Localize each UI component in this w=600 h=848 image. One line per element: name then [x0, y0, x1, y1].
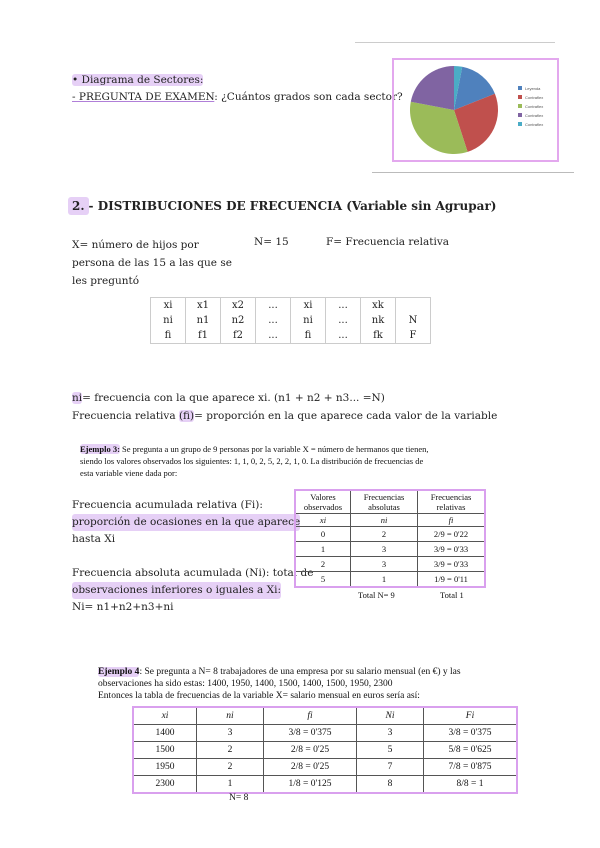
table-cell: 2/8 = 0'25 [264, 759, 357, 776]
ex3-symbol-n: ni [351, 514, 418, 527]
table-cell: 2300 [133, 776, 197, 794]
notation-cell: f1 [186, 328, 221, 344]
ejemplo4-table [132, 706, 518, 794]
fr-prefix: Frecuencia relativa [72, 410, 179, 422]
ejemplo4-label: Ejemplo 4 [98, 667, 140, 677]
notation-cell: n2 [221, 313, 256, 328]
fr-note [72, 410, 497, 422]
section-number: 2. [68, 197, 89, 215]
n-definition: N= 15 [254, 236, 289, 248]
ex4-header-F: Fi [424, 707, 518, 725]
notation-cell: xk [361, 298, 396, 314]
table-cell: 3/8 = 0'375 [264, 725, 357, 742]
ni-note-text: = frecuencia con la que aparece xi. (n1 + n2 + n3... =N) [82, 392, 385, 404]
table-cell: 3/8 = 0'375 [424, 725, 518, 742]
table-cell: 3 [351, 557, 418, 572]
x-def-line1: X= número de hijos por [72, 239, 199, 251]
table-row [295, 557, 485, 572]
ex4-header-x: xi [133, 707, 197, 725]
ejemplo3-line3: esta variable viene dada por: [80, 468, 178, 478]
ex3-header-absolutas: Frecuencias absolutas [351, 490, 418, 514]
sectores-title [72, 74, 203, 86]
ex4-n-total: N= 8 [229, 793, 249, 803]
ejemplo4-line3: Entonces la tabla de frecuencias de la variable X= salario mensual en euros sería así: [98, 691, 420, 701]
table-row [295, 542, 485, 557]
exam-question-label: - PREGUNTA DE EXAMEN [72, 91, 215, 103]
legend-label: Contraflex [525, 122, 544, 127]
table-row [133, 742, 517, 759]
table-cell: 3 [197, 725, 264, 742]
ni-highlight: ni [72, 392, 83, 404]
notation-cell: ... [256, 313, 291, 328]
ex4-header-N: Ni [357, 707, 424, 725]
ejemplo4-statement [98, 666, 518, 702]
table-cell: 1/9 = 0'11 [418, 572, 486, 588]
fi-acumulada-note [72, 497, 300, 548]
ejemplo3-statement [80, 443, 480, 479]
notation-cell: xi [291, 298, 326, 314]
legend-label: Contraflex [525, 104, 544, 109]
section-2-heading [68, 199, 496, 213]
table-cell: 3/9 = 0'33 [418, 542, 486, 557]
table-row [133, 759, 517, 776]
legend-label: Contraflex [525, 113, 544, 118]
ni-note [72, 392, 385, 404]
notation-cell: nk [361, 313, 396, 328]
f-definition: F= Frecuencia relativa [326, 236, 450, 248]
ni-acum-line1: Frecuencia absoluta acumulada (Ni): total de [72, 567, 314, 579]
legend-label: Contraflex [525, 95, 544, 100]
pie-divider [372, 172, 574, 173]
pie-chart [394, 60, 557, 160]
table-cell: 1950 [133, 759, 197, 776]
table-cell: 1400 [133, 725, 197, 742]
fi-acum-line1: Frecuencia acumulada relativa (Fi): [72, 499, 263, 511]
ex3-symbol-f: fi [418, 514, 486, 527]
table-cell: 5/8 = 0'625 [424, 742, 518, 759]
notation-cell: x1 [186, 298, 221, 314]
table-cell: 8 [357, 776, 424, 794]
notation-cell: xi [151, 298, 186, 314]
notation-cell: ... [326, 298, 361, 314]
notation-cell: F [396, 328, 431, 344]
table-cell: 7 [357, 759, 424, 776]
table-cell: 1 [295, 542, 351, 557]
table-cell: 1 [197, 776, 264, 794]
ejemplo3-label: Ejemplo 3: [80, 444, 120, 454]
ex3-symbol-x: xi [295, 514, 351, 527]
legend-swatch [518, 104, 522, 108]
fi-acum-line3: hasta Xi [72, 533, 116, 545]
notation-cell: n1 [186, 313, 221, 328]
ex3-total-n: Total N= 9 [358, 590, 395, 600]
ni-acumulada-note [72, 565, 313, 616]
table-cell: 8/8 = 1 [424, 776, 518, 794]
ejemplo4-text1: : Se pregunta a N= 8 trabajadores de una empresa por su salario mensual (en €) y las [139, 667, 461, 677]
table-cell: 1/8 = 0'125 [264, 776, 357, 794]
table-cell: 7/8 = 0'875 [424, 759, 518, 776]
notation-cell: ni [291, 313, 326, 328]
ejemplo3-line1 [80, 443, 480, 455]
ejemplo3-line2: siendo los valores observados los siguientes: 1, 1, 0, 2, 5, 2, 2, 1, 0. La distribución de frecuencias de [80, 456, 424, 466]
notation-cell [396, 298, 431, 314]
table-cell: 2 [197, 742, 264, 759]
notation-cell: ... [326, 313, 361, 328]
frequency-notation-table [150, 297, 431, 344]
table-row [133, 776, 517, 794]
ex3-header-valores: Valores observados [295, 490, 351, 514]
table-cell: 2 [351, 527, 418, 542]
notation-cell: fi [151, 328, 186, 344]
legend-swatch [518, 122, 522, 126]
notation-cell: fk [361, 328, 396, 344]
legend-label: Leyenda [525, 86, 541, 91]
ejemplo3-text1: Se pregunta a un grupo de 9 personas por la variable X = número de hermanos que tienen, [119, 444, 429, 454]
notation-cell: fi [291, 328, 326, 344]
table-cell: 2 [295, 557, 351, 572]
table-cell: 2 [197, 759, 264, 776]
table-cell: 5 [357, 742, 424, 759]
notation-cell: N [396, 313, 431, 328]
table-cell: 3/9 = 0'33 [418, 557, 486, 572]
ex3-total-f: Total 1 [440, 590, 464, 600]
legend-swatch [518, 95, 522, 99]
exam-question-text: : ¿Cuántos grados son cada sector? [214, 91, 403, 103]
notation-row [151, 298, 431, 314]
table-cell: 0 [295, 527, 351, 542]
notation-cell: ni [151, 313, 186, 328]
table-row [133, 725, 517, 742]
fi-acum-line2: proporción de ocasiones en la que aparece [72, 514, 300, 531]
x-def-line3: les preguntó [72, 275, 140, 287]
fr-note-text: = proporción en la que aparece cada valor de la variable [194, 410, 498, 422]
exam-question [72, 91, 403, 103]
table-cell: 5 [295, 572, 351, 588]
table-cell: 3 [351, 542, 418, 557]
ni-acum-line2: observaciones inferiores o iguales a Xi: [72, 582, 281, 599]
x-definition [72, 236, 232, 290]
section-title: - DISTRIBUCIONES DE FRECUENCIA (Variable sin Agrupar) [88, 199, 497, 213]
table-row [295, 572, 485, 588]
legend-swatch [518, 86, 522, 90]
notation-cell: x2 [221, 298, 256, 314]
fr-highlight: (fi) [178, 410, 195, 422]
notation-cell: ... [256, 328, 291, 344]
table-row [295, 527, 485, 542]
legend-swatch [518, 113, 522, 117]
notation-row [151, 328, 431, 344]
table-cell: 1500 [133, 742, 197, 759]
table-cell: 2/8 = 0'25 [264, 742, 357, 759]
ejemplo4-line2: observaciones ha sido estas: 1400, 1950, 1400, 1500, 1400, 1500, 1950, 2300 [98, 679, 393, 689]
table-cell: 3 [357, 725, 424, 742]
table-cell: 1 [351, 572, 418, 588]
notation-row [151, 313, 431, 328]
ex3-header-relativas: Frecuencias relativas [418, 490, 486, 514]
pie-chart-frame [392, 58, 559, 162]
ejemplo3-table [294, 489, 486, 588]
notation-cell: ... [326, 328, 361, 344]
ex4-header-n: ni [197, 707, 264, 725]
ex4-header-f: fi [264, 707, 357, 725]
ejemplo4-line1 [98, 666, 518, 678]
notation-cell: f2 [221, 328, 256, 344]
notation-cell: ... [256, 298, 291, 314]
ni-acum-line3: Ni= n1+n2+n3+ni [72, 601, 174, 613]
table-cell: 2/9 = 0'22 [418, 527, 486, 542]
x-def-line2: persona de las 15 a las que se [72, 257, 232, 269]
top-divider [355, 42, 555, 43]
sectores-bullet-title: • Diagrama de Sectores: [72, 74, 204, 86]
